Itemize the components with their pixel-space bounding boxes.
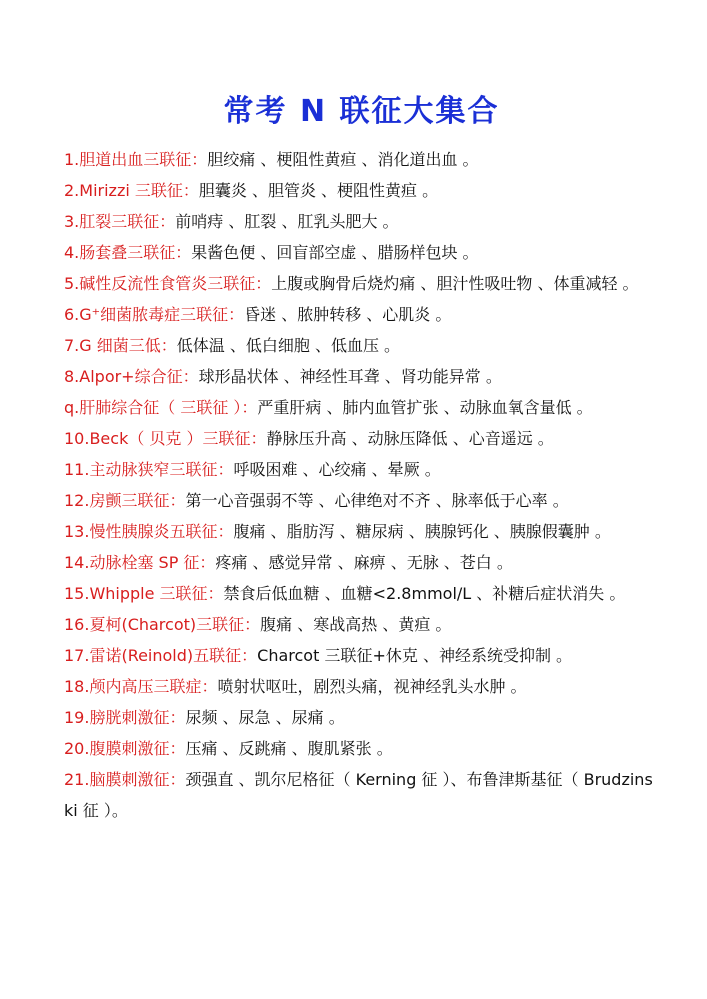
entry-description: 呼吸困难 、心绞痛 、晕厥 。 <box>233 460 441 479</box>
list-item <box>64 764 659 826</box>
entry-description: 前哨痔 、肛裂 、肛乳头肥大 。 <box>175 212 399 231</box>
list-item <box>64 547 659 578</box>
list-item <box>64 640 659 671</box>
entry-description: 尿频 、尿急 、尿痛 。 <box>185 708 345 727</box>
entry-description: 严重肝病 、肺内血管扩张 、动脉血氧含量低 。 <box>257 398 593 417</box>
entry-term: 16.夏柯(Charcot)三联征： <box>64 615 261 634</box>
entry-term: 1.胆道出血三联征： <box>64 150 208 169</box>
list-item <box>64 299 659 330</box>
list-item <box>64 392 659 423</box>
entry-term: 14.动脉栓塞 SP 征： <box>64 553 216 572</box>
list-item <box>64 733 659 764</box>
entry-term: q.肝肺综合征（ 三联征 ）： <box>64 398 258 417</box>
entry-description: 球形晶状体 、神经性耳聋 、肾功能异常 。 <box>198 367 502 386</box>
entry-term: 5.碱性反流性食管炎三联征： <box>64 274 272 293</box>
entry-term: 15.Whipple 三联征： <box>64 584 224 603</box>
entry-description: 上腹或胸骨后烧灼痛 、胆汁性吸吐物 、体重减轻 。 <box>271 274 639 293</box>
list-item <box>64 454 659 485</box>
entry-description: 疼痛 、感觉异常 、麻痹 、无脉 、苍白 。 <box>215 553 513 572</box>
entry-term: 2.Mirizzi 三联征： <box>64 181 199 200</box>
entry-term: 7.G 细菌三低： <box>64 336 177 355</box>
entry-description: 腹痛 、寒战高热 、黄疸 。 <box>260 615 452 634</box>
entry-term: 6.G⁺细菌脓毒症三联征： <box>64 305 245 324</box>
list-item <box>64 206 659 237</box>
entry-description: 压痛 、反跳痛 、腹肌紧张 。 <box>185 739 393 758</box>
entry-term: 8.Alpor+综合征： <box>64 367 199 386</box>
list-item <box>64 609 659 640</box>
entry-description: 禁食后低血糖 、血糖<2.8mmol/L 、补糖后症状消失 。 <box>223 584 626 603</box>
entry-term: 3.肛裂三联征： <box>64 212 176 231</box>
entry-term: 11.主动脉狭窄三联征： <box>64 460 234 479</box>
entry-description: 颈强直 、凯尔尼格征（ Kerning 征 ）、布鲁津斯基征（ Brudzinski 征 ）。 <box>64 770 653 820</box>
entry-description: 胆囊炎 、胆管炎 、梗阻性黄疸 。 <box>198 181 439 200</box>
list-item <box>64 485 659 516</box>
entry-description: 果酱色便 、回盲部空虚 、腊肠样包块 。 <box>191 243 479 262</box>
syndrome-list <box>64 144 659 826</box>
list-item <box>64 330 659 361</box>
page-title: 常考 N 联征大集合 <box>223 94 500 129</box>
entry-term: 20.腹膜刺激征： <box>64 739 186 758</box>
entry-description: 胆绞痛 、梗阻性黄疸 、消化道出血 。 <box>207 150 479 169</box>
entry-term: 17.雷诺(Reinold)五联征： <box>64 646 258 665</box>
list-item <box>64 516 659 547</box>
list-item <box>64 361 659 392</box>
entry-description: 昏迷 、脓肿转移 、心肌炎 。 <box>244 305 452 324</box>
list-item <box>64 268 659 299</box>
entry-description: 静脉压升高 、动脉压降低 、心音遥远 。 <box>266 429 554 448</box>
entry-term: 10.Beck（ 贝克 ）三联征： <box>64 429 267 448</box>
list-item <box>64 237 659 268</box>
entry-description: Charcot 三联征+休克 、神经系统受抑制 。 <box>257 646 573 665</box>
list-item <box>64 578 659 609</box>
list-item <box>64 144 659 175</box>
entry-term: 19.膀胱刺激征： <box>64 708 186 727</box>
entry-term: 12.房颤三联征： <box>64 491 186 510</box>
entry-description: 喷射状呕吐，剧烈头痛，视神经乳头水肿 。 <box>217 677 527 696</box>
list-item <box>64 702 659 733</box>
entry-term: 13.慢性胰腺炎五联征： <box>64 522 234 541</box>
list-item <box>64 671 659 702</box>
list-item <box>64 175 659 206</box>
entry-description: 低体温 、低白细胞 、低血压 。 <box>176 336 401 355</box>
entry-term: 4.肠套叠三联征： <box>64 243 192 262</box>
entry-description: 腹痛 、脂肪泻 、糖尿病 、胰腺钙化 、胰腺假囊肿 。 <box>233 522 611 541</box>
list-item <box>64 423 659 454</box>
entry-term: 18.颅内高压三联症： <box>64 677 218 696</box>
entry-description: 第一心音强弱不等 、心律绝对不齐 、脉率低于心率 。 <box>185 491 569 510</box>
entry-term: 21.脑膜刺激征： <box>64 770 186 789</box>
